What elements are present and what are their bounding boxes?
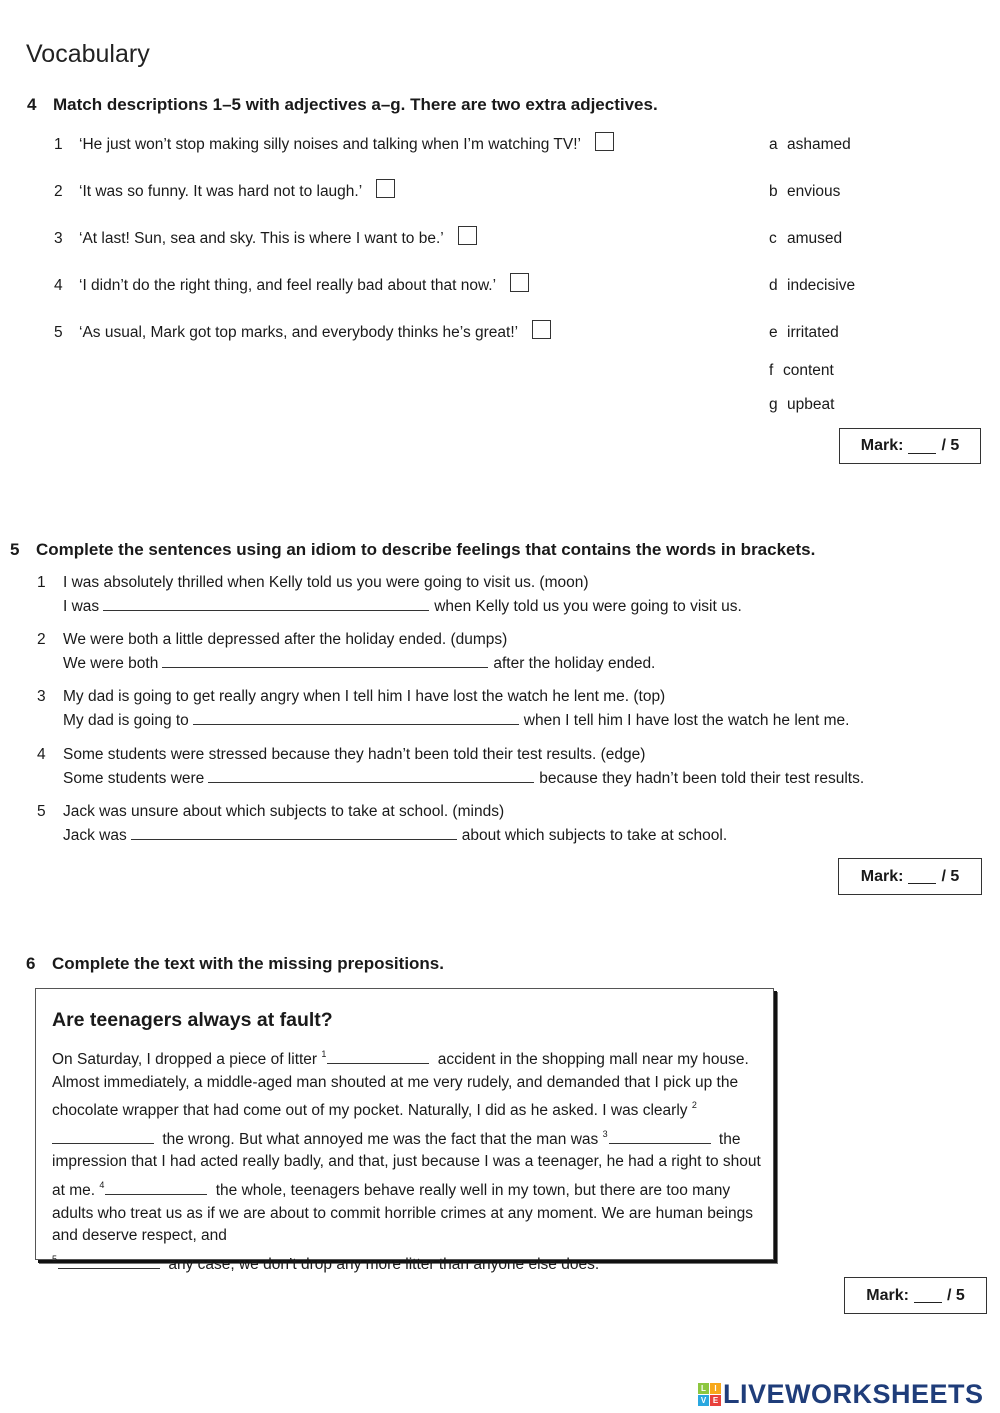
option-e (769, 324, 839, 342)
item-number: 1 (37, 574, 46, 591)
option-d (769, 277, 855, 295)
text-segment: the wrong. But what annoyed me was the fact that the man was (162, 1130, 599, 1148)
item-text: ‘He just won’t stop making silly noises and talking when I’m watching TV!’ (79, 136, 581, 153)
task5-item-2 (37, 628, 655, 675)
text-box-title: Are teenagers always at fault? (52, 1009, 333, 1031)
option-a (769, 136, 851, 154)
task6-instruction: Complete the text with the missing prepositions. (52, 954, 444, 973)
item-number: 3 (54, 230, 63, 247)
task6-number: 6 (26, 954, 36, 973)
preposition-gap-2[interactable] (52, 1129, 154, 1144)
sentence-end: when Kelly told us you were going to visit us. (434, 598, 742, 615)
text-box-body (52, 1043, 764, 1276)
gap-number: 3 (602, 1128, 608, 1139)
item-number: 3 (37, 688, 46, 705)
liveworksheets-logo[interactable] (698, 1379, 984, 1410)
logo-tile: L (698, 1383, 709, 1394)
task6-mark-box (844, 1277, 987, 1314)
mark-label: Mark: (860, 867, 904, 885)
task5-instruction: Complete the sentences using an idiom to describe feelings that contains the words in brackets. (36, 540, 816, 559)
item-number: 2 (37, 631, 46, 648)
option-letter: c (769, 230, 777, 247)
preposition-gap-5[interactable] (58, 1254, 160, 1269)
task4-item-3 (54, 230, 477, 248)
item-number: 1 (54, 136, 63, 153)
task4-item-1 (54, 136, 614, 154)
text-segment: any case, we don’t drop any more litter than anyone else does. (168, 1255, 600, 1273)
option-letter: g (769, 396, 778, 413)
logo-tile: E (710, 1395, 721, 1406)
option-letter: d (769, 277, 778, 294)
task4-mark-box (839, 428, 981, 464)
answer-checkbox-3[interactable] (458, 226, 477, 245)
mark-label: Mark: (860, 437, 904, 454)
item-number: 5 (54, 324, 63, 341)
logo-tile: I (710, 1383, 721, 1394)
task4-item-4 (54, 277, 529, 295)
task5-item-3 (37, 685, 849, 732)
preposition-gap-3[interactable] (609, 1129, 711, 1144)
mark-total: / 5 (941, 437, 960, 454)
option-letter: e (769, 324, 778, 341)
option-g (769, 396, 834, 414)
mark-blank[interactable] (908, 869, 936, 884)
option-word: envious (787, 183, 841, 200)
mark-total: / 5 (946, 1286, 965, 1304)
mark-total: / 5 (941, 867, 960, 885)
text-segment: the whole, teenagers behave really well in my town, but there are too many adults who treat us as if we are about to commit horrible crimes at any moment. We are human beings and deserve respect, and (52, 1181, 753, 1245)
sentence-start: I was (63, 598, 100, 615)
sentence-end: when I tell him I have lost the watch he lent me. (523, 712, 850, 729)
mark-label: Mark: (866, 1286, 909, 1304)
option-letter: a (769, 136, 778, 153)
option-letter: b (769, 183, 778, 200)
gap-number: 5 (52, 1253, 58, 1264)
sentence-end: because they hadn’t been told their test results. (539, 770, 865, 787)
mark-blank[interactable] (914, 1288, 942, 1303)
option-word: amused (787, 230, 843, 247)
answer-gap-5[interactable] (131, 823, 457, 840)
item-text: ‘I didn’t do the right thing, and feel really bad about that now.’ (79, 277, 497, 294)
original-sentence: We were both a little depressed after the holiday ended. (dumps) (63, 631, 508, 648)
task5-item-5 (37, 800, 727, 847)
sentence-start: We were both (63, 655, 159, 672)
answer-checkbox-1[interactable] (595, 132, 614, 151)
task5-item-4 (37, 743, 864, 790)
task5-heading (10, 540, 815, 560)
gap-number: 4 (99, 1179, 105, 1190)
gap-number: 1 (321, 1049, 327, 1059)
item-text: ‘As usual, Mark got top marks, and everybody thinks he’s great!’ (79, 324, 519, 341)
logo-text: LIVEWORKSHEETS (723, 1379, 984, 1409)
original-sentence: Some students were stressed because they hadn’t been told their test results. (edge) (63, 746, 646, 763)
item-number: 4 (54, 277, 63, 294)
sentence-end: after the holiday ended. (493, 655, 656, 672)
task4-item-2 (54, 183, 395, 201)
task4-instruction: Match descriptions 1–5 with adjectives a–g. There are two extra adjectives. (53, 95, 658, 114)
option-word: upbeat (787, 396, 835, 413)
option-word: ashamed (787, 136, 851, 153)
item-number: 2 (54, 183, 63, 200)
answer-checkbox-4[interactable] (510, 273, 529, 292)
task5-item-1 (37, 571, 742, 618)
option-word: indecisive (787, 277, 856, 294)
mark-blank[interactable] (908, 439, 936, 454)
section-title: Vocabulary (26, 40, 150, 68)
sentence-start: Some students were (63, 770, 205, 787)
task5-number: 5 (10, 540, 20, 559)
option-letter: f (769, 362, 774, 379)
answer-gap-1[interactable] (103, 594, 429, 611)
task4-number: 4 (27, 95, 37, 114)
reading-text-box (35, 988, 774, 1273)
task4-item-5 (54, 324, 551, 342)
logo-tile: V (698, 1395, 709, 1406)
item-number: 5 (37, 803, 46, 820)
preposition-gap-4[interactable] (105, 1180, 207, 1195)
preposition-gap-1[interactable] (327, 1049, 429, 1064)
answer-gap-2[interactable] (162, 651, 488, 668)
answer-checkbox-2[interactable] (376, 179, 395, 198)
sentence-start: My dad is going to (63, 712, 189, 729)
text-segment: accident in the shopping mall near my house. Almost immediately, a middle-aged man shouted at me very rudely, and demanded that I pick up the chocolate wrapper that had come out of my pocket. Naturally, I did as he asked. I was clearly (52, 1051, 749, 1120)
task6-heading (26, 954, 444, 974)
gap-number: 2 (691, 1100, 697, 1111)
option-b (769, 183, 840, 201)
item-text: ‘It was so funny. It was hard not to laugh.’ (79, 183, 363, 200)
original-sentence: I was absolutely thrilled when Kelly told us you were going to visit us. (moon) (63, 574, 589, 591)
option-word: irritated (787, 324, 839, 341)
item-text: ‘At last! Sun, sea and sky. This is where I want to be.’ (79, 230, 444, 247)
original-sentence: Jack was unsure about which subjects to take at school. (minds) (63, 803, 505, 820)
answer-checkbox-5[interactable] (532, 320, 551, 339)
option-word: content (783, 362, 834, 379)
task5-mark-box (838, 858, 982, 895)
logo-icon (698, 1383, 721, 1406)
text-segment: the impression that I had acted really badly, and that, just because I was a teenager, he had a right to shout at me. (52, 1130, 761, 1199)
option-c (769, 230, 842, 248)
sentence-start: Jack was (63, 827, 127, 844)
text-segment: On Saturday, I dropped a piece of litter (52, 1051, 318, 1068)
sentence-end: about which subjects to take at school. (461, 827, 728, 844)
item-number: 4 (37, 746, 46, 763)
answer-gap-4[interactable] (208, 766, 534, 783)
original-sentence: My dad is going to get really angry when I tell him I have lost the watch he lent me. (top) (63, 688, 666, 705)
option-f (769, 362, 834, 380)
task4-heading (27, 95, 658, 115)
answer-gap-3[interactable] (193, 708, 519, 725)
